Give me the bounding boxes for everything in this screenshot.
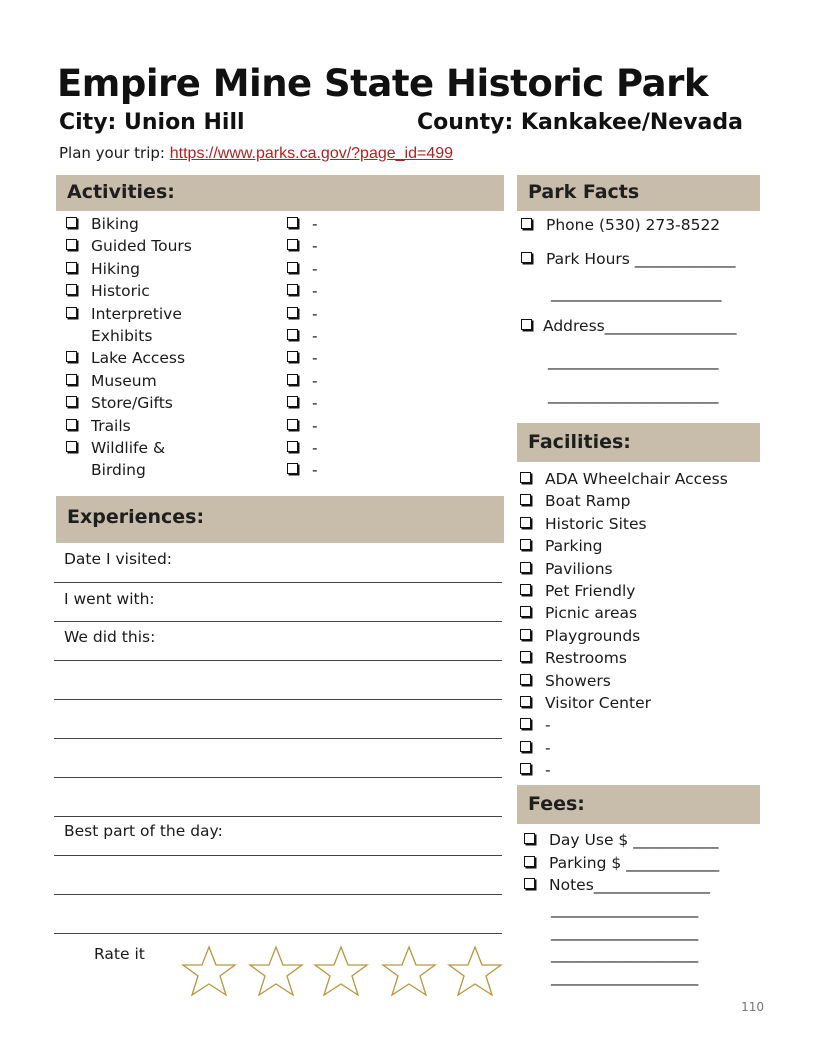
we-did-line-5[interactable] [54, 816, 502, 817]
notes-text: Notes_______________ [549, 876, 711, 894]
plan-link[interactable]: https://www.parks.ca.gov/?page_id=499 [169, 145, 454, 162]
star-icon[interactable] [181, 944, 237, 998]
list-item [287, 235, 318, 257]
phone-text: Phone (530) 273-8522 [546, 216, 721, 234]
address-text: Address_________________ [543, 317, 737, 335]
list-item [520, 580, 635, 602]
fees-blank-line: ___________________ [551, 900, 699, 918]
parking-fee-text: Parking $ ____________ [549, 854, 720, 872]
list-item [520, 647, 627, 669]
list-item-label: - [312, 304, 318, 323]
list-item-label: - [312, 416, 318, 435]
list-item-label: Store/Gifts [91, 394, 173, 413]
list-item [520, 670, 611, 692]
address-line-2: ______________________ [548, 352, 719, 370]
checkbox[interactable] [66, 351, 77, 362]
list-item-label: - [545, 761, 551, 780]
best-part-label: Best part of the day: [64, 822, 223, 840]
list-item [287, 347, 318, 369]
we-did-line-1[interactable] [54, 660, 502, 661]
list-item [287, 213, 318, 235]
checkbox[interactable] [287, 441, 298, 452]
checkbox[interactable] [521, 252, 532, 263]
list-item-label: - [312, 282, 318, 301]
fees-blank-line: ___________________ [551, 945, 699, 963]
notes-row [524, 874, 710, 896]
list-item-label: Playgrounds [545, 626, 641, 645]
hours-row [521, 248, 736, 270]
list-item [287, 258, 318, 280]
checkbox[interactable] [524, 833, 535, 844]
checkbox[interactable] [520, 763, 531, 774]
hours-line-2: ______________________ [551, 284, 722, 302]
list-item [520, 714, 551, 736]
day-use-text: Day Use $ ___________ [549, 831, 719, 849]
list-item-label: Hiking [91, 259, 140, 278]
fees-header [517, 785, 760, 824]
list-item [287, 370, 318, 392]
activities-heading: Activities: [67, 181, 175, 203]
checkbox[interactable] [287, 396, 298, 407]
checkbox[interactable] [66, 419, 77, 430]
checkbox[interactable] [520, 651, 531, 662]
list-item [520, 602, 637, 624]
checkbox[interactable] [524, 878, 535, 889]
list-item-label: Restrooms [545, 649, 627, 668]
we-did-line-3[interactable] [54, 738, 502, 739]
fees-blank-line: ___________________ [551, 967, 699, 986]
star-icon[interactable] [381, 944, 437, 998]
list-item-label: Wildlife & [91, 439, 166, 457]
checkbox[interactable] [520, 539, 531, 550]
checkbox[interactable] [520, 562, 531, 573]
checkbox[interactable] [520, 674, 531, 685]
phone-row [521, 214, 720, 236]
address-line-3: ______________________ [548, 386, 719, 404]
checkbox[interactable] [520, 494, 531, 505]
checkbox[interactable] [287, 419, 298, 430]
checkbox[interactable] [287, 262, 298, 273]
list-item [520, 692, 651, 714]
plan-trip-row [59, 144, 453, 163]
list-item [287, 437, 318, 459]
list-item [520, 625, 640, 647]
list-item [66, 437, 165, 459]
checkbox[interactable] [66, 284, 77, 295]
list-item [66, 347, 185, 369]
activities-header [56, 175, 504, 211]
hours-text: Park Hours _____________ [546, 250, 736, 268]
list-item-label: Historic Sites [545, 514, 647, 533]
page-title: Empire Mine State Historic Park [57, 62, 708, 105]
list-item [66, 459, 146, 481]
checkbox[interactable] [66, 307, 77, 318]
list-item [520, 737, 551, 759]
went-with-line[interactable] [54, 621, 502, 622]
list-item [66, 370, 157, 392]
list-item-label: Historic [91, 282, 150, 301]
list-item-label: Lake Access [91, 349, 186, 368]
list-item-label: Showers [545, 671, 611, 690]
list-item-label: - [312, 215, 318, 233]
list-item [66, 258, 140, 280]
checkbox[interactable] [287, 307, 298, 318]
list-item [520, 759, 551, 781]
date-line[interactable] [54, 582, 502, 583]
list-item [66, 325, 152, 347]
star-icon[interactable] [447, 944, 503, 998]
checkbox[interactable] [520, 718, 531, 729]
checkbox[interactable] [287, 463, 298, 474]
list-item [66, 415, 131, 437]
checkbox[interactable] [287, 351, 298, 362]
list-item-label: Visitor Center [545, 694, 651, 712]
list-item-label: - [312, 237, 318, 256]
list-item-label: - [312, 439, 318, 457]
list-item-label: Biking [91, 215, 139, 233]
facilities-header [517, 423, 760, 462]
checkbox[interactable] [520, 472, 531, 483]
list-item [287, 325, 318, 347]
list-item-label: - [545, 738, 551, 757]
list-item [520, 558, 613, 580]
list-item-label: - [312, 259, 318, 278]
list-item-label: Birding [91, 461, 146, 480]
list-item [520, 535, 602, 557]
list-item-label: ADA Wheelchair Access [545, 470, 728, 488]
checkbox[interactable] [66, 262, 77, 273]
we-did-line-2[interactable] [54, 699, 502, 700]
list-item-label: Pet Friendly [545, 582, 636, 600]
list-item-label: - [312, 394, 318, 413]
list-item [520, 468, 728, 490]
list-item-label: - [312, 327, 318, 345]
checkbox[interactable] [287, 374, 298, 385]
checkbox[interactable] [66, 374, 77, 385]
list-item-label: Museum [91, 371, 157, 390]
checkbox[interactable] [287, 239, 298, 250]
experiences-header [56, 496, 504, 543]
list-item-label: Trails [91, 416, 131, 435]
list-item-label: Boat Ramp [545, 492, 631, 511]
checkbox[interactable] [520, 517, 531, 528]
list-item [287, 415, 318, 437]
checkbox[interactable] [287, 329, 298, 340]
list-item-label: - [312, 371, 318, 390]
went-with-label: I went with: [64, 590, 155, 608]
list-item [66, 280, 150, 302]
park-facts-header [517, 175, 760, 211]
day-use-row [524, 829, 718, 851]
best-part-line-1[interactable] [54, 855, 502, 856]
list-item-label: Pavilions [545, 559, 613, 578]
checkbox[interactable] [524, 856, 535, 867]
list-item [66, 303, 182, 325]
checkbox[interactable] [520, 606, 531, 617]
county-label: County: Kankakee/Nevada [417, 110, 743, 135]
list-item [66, 235, 192, 257]
fees-heading: Fees: [528, 793, 585, 815]
list-item-label: Interpretive [91, 304, 182, 323]
checkbox[interactable] [520, 629, 531, 640]
rate-it-label: Rate it [94, 945, 145, 963]
checkbox[interactable] [521, 319, 532, 330]
best-part-line-3[interactable] [54, 933, 502, 934]
page-number: 110 [741, 1000, 764, 1014]
date-visited-label: Date I visited: [64, 550, 173, 568]
list-item [287, 459, 318, 481]
checkbox[interactable] [66, 396, 77, 407]
facilities-heading: Facilities: [528, 431, 631, 453]
list-item [287, 392, 318, 414]
experiences-heading: Experiences: [67, 506, 205, 528]
list-item [66, 392, 173, 414]
list-item-label: Picnic areas [545, 604, 638, 623]
city-label: City: Union Hill [59, 110, 245, 135]
checkbox[interactable] [520, 741, 531, 752]
star-icon[interactable] [313, 944, 369, 998]
list-item-label: Guided Tours [91, 237, 192, 256]
checkbox[interactable] [521, 218, 532, 229]
we-did-label: We did this: [64, 628, 156, 646]
park-facts-heading: Park Facts [528, 181, 640, 203]
list-item-label: Parking [545, 537, 603, 556]
star-icon[interactable] [248, 944, 304, 998]
checkbox[interactable] [520, 584, 531, 595]
we-did-line-4[interactable] [54, 777, 502, 778]
list-item [287, 280, 318, 302]
address-row [521, 315, 736, 337]
checkbox[interactable] [287, 284, 298, 295]
plan-label: Plan your trip: [59, 144, 165, 162]
fees-blank-line: ___________________ [551, 922, 699, 941]
checkbox[interactable] [66, 239, 77, 250]
checkbox[interactable] [287, 217, 298, 228]
list-item [287, 303, 318, 325]
parking-fee-row [524, 852, 719, 874]
list-item [66, 213, 139, 235]
list-item-label: - [545, 716, 551, 735]
list-item-label: - [312, 349, 318, 368]
list-item [520, 490, 631, 512]
list-item-label: - [312, 461, 318, 480]
list-item-label: Exhibits [91, 327, 153, 345]
list-item [520, 513, 647, 535]
best-part-line-2[interactable] [54, 894, 502, 895]
checkbox[interactable] [66, 217, 77, 228]
checkbox[interactable] [520, 696, 531, 707]
checkbox[interactable] [66, 441, 77, 452]
